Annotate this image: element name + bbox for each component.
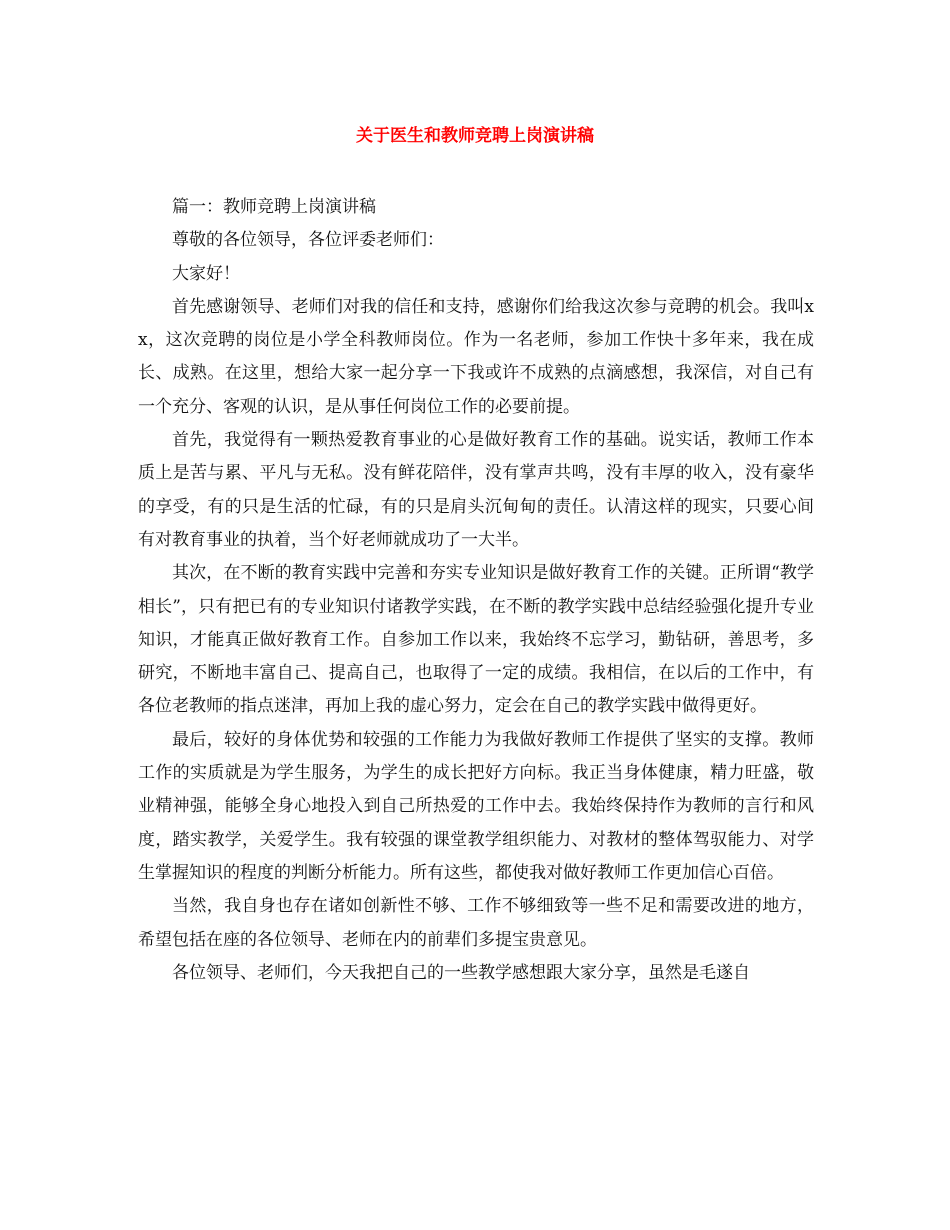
body-paragraph: 最后，较好的身体优势和较强的工作能力为我做好教师工作提供了坚实的支撑。教师工作的实质就是为学生服务，为学生的成长把好方向标。我正当身体健康，精力旺盛，敬业精神强，能够全身心地投入到自己所热爱的工作中去。我始终保持作为教师的言行和风度，踏实教学，关爱学生。我有较强的课堂教学组织能力、对教材的整体驾驭能力、对学生掌握知识的程度的判断分析能力。所有这些，都使我对做好教师工作更加信心百倍。 [138,729,814,883]
body-paragraph: 首先，我觉得有一颗热爱教育事业的心是做好教育工作的基础。说实话，教师工作本质上是苦与累、平凡与无私。没有鲜花陪伴，没有掌声共鸣，没有丰厚的收入，没有豪华的享受，有的只是生活的忙碌，有的只是肩头沉甸甸的责任。认清这样的现实，只要心间有对教育事业的执着，当个好老师就成功了一大半。 [138,430,814,550]
salutation: 尊敬的各位领导，各位评委老师们： [172,230,444,251]
body-paragraph: 其次，在不断的教育实践中完善和夯实专业知识是做好教育工作的关键。正所谓“教学相长”，只有把已有的专业知识付诸教学实践，在不断的教学实践中总结经验强化提升专业知识，才能真正做好教育工作。自参加工作以来，我始终不忘学习，勤钻研，善思考，多研究，不断地丰富自己、提高自己，也取得了一定的成绩。我相信，在以后的工作中，有各位老教师的指点迷津，再加上我的虚心努力，定会在自己的教学实践中做得更好。 [138,563,814,717]
body-paragraph: 各位领导、老师们，今天我把自己的一些教学感想跟大家分享，虽然是毛遂自 [172,962,750,983]
section-heading: 篇一：教师竞聘上岗演讲稿 [172,197,376,217]
body-paragraph: 首先感谢领导、老师们对我的信任和支持，感谢你们给我这次参与竞聘的机会。我叫xx，这次竞聘的岗位是小学全科教师岗位。作为一名老师，参加工作快十多年来，我在成长、成熟。在这里，想给大家一起分享一下我或许不成熟的点滴感想，我深信，对自己有一个充分、客观的认识，是从事任何岗位工作的必要前提。 [138,296,814,417]
greeting: 大家好！ [172,263,240,284]
document-title: 关于医生和教师竞聘上岗演讲稿 [356,126,594,146]
document-body [138,191,814,990]
body-paragraph: 当然，我自身也存在诸如创新性不够、工作不够细致等一些不足和需要改进的地方，希望包括在座的各位领导、老师在内的前辈们多提宝贵意见。 [138,896,814,950]
